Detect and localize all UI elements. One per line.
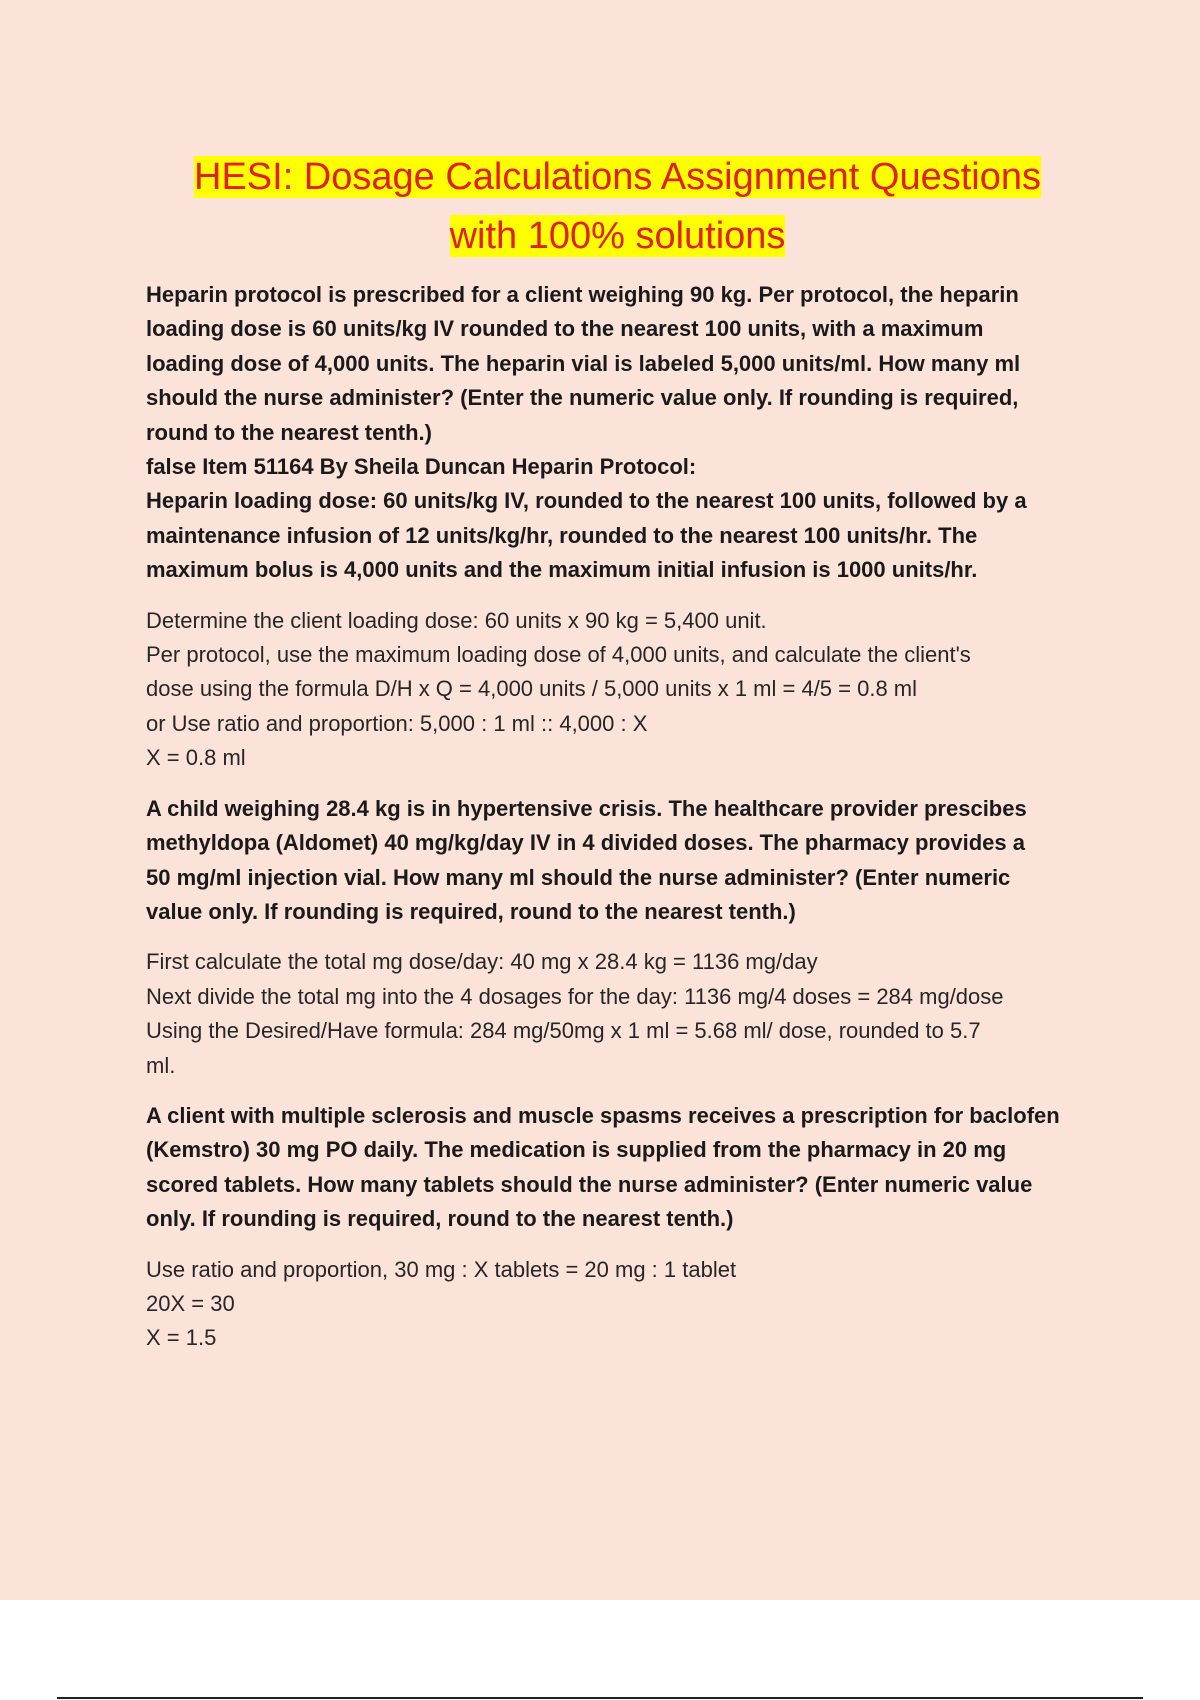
question-line: loading dose is 60 units/kg IV rounded to the nearest 100 units, with a maximum [146, 316, 984, 342]
answer-line: First calculate the total mg dose/day: 40 mg x 28.4 kg = 1136 mg/day [146, 949, 818, 975]
title-line-2: with 100% solutions [449, 215, 786, 257]
answer-line: 20X = 30 [146, 1290, 235, 1316]
question-line: Heparin loading dose: 60 units/kg IV, rounded to the nearest 100 units, followed by a [146, 488, 1027, 514]
title-line-1: HESI: Dosage Calculations Assignment Questions [194, 156, 1041, 198]
question-paragraph [146, 792, 1096, 930]
answer-line: or Use ratio and proportion: 5,000 : 1 ml :: 4,000 : X [146, 710, 648, 736]
question-line: round to the nearest tenth.) [146, 419, 432, 445]
question-line: 50 mg/ml injection vial. How many ml should the nurse administer? (Enter numeric [146, 864, 1011, 890]
answer-paragraph [146, 604, 1096, 776]
question-line: maximum bolus is 4,000 units and the maximum initial infusion is 1000 units/hr. [146, 557, 978, 583]
answer-line: Using the Desired/Have formula: 284 mg/50mg x 1 ml = 5.68 ml/ dose, rounded to 5.7 [146, 1018, 981, 1044]
question-paragraph [146, 1099, 1096, 1237]
question-line: scored tablets. How many tablets should the nurse administer? (Enter numeric value [146, 1171, 1033, 1197]
question-line: A client with multiple sclerosis and muscle spasms receives a prescription for baclofen [146, 1102, 1060, 1128]
document-title [0, 148, 1200, 266]
answer-line: X = 0.8 ml [146, 745, 246, 771]
answer-line: Use ratio and proportion, 30 mg : X tablets = 20 mg : 1 tablet [146, 1256, 737, 1282]
page-footer-rule [57, 1697, 1143, 1699]
question-line: (Kemstro) 30 mg PO daily. The medication is supplied from the pharmacy in 20 mg [146, 1137, 1007, 1163]
answer-line: Determine the client loading dose: 60 units x 90 kg = 5,400 unit. [146, 607, 767, 633]
answer-line: dose using the formula D/H x Q = 4,000 units / 5,000 units x 1 ml = 4/5 = 0.8 ml [146, 676, 918, 702]
answer-line: X = 1.5 [146, 1325, 217, 1351]
question-line: false Item 51164 By Sheila Duncan Heparin Protocol: [146, 454, 697, 480]
question-line: only. If rounding is required, round to the nearest tenth.) [146, 1206, 734, 1232]
question-line: loading dose of 4,000 units. The heparin vial is labeled 5,000 units/ml. How many ml [146, 350, 1021, 376]
answer-line: ml. [146, 1052, 176, 1078]
document-body [146, 278, 1096, 1372]
question-line: A child weighing 28.4 kg is in hypertensive crisis. The healthcare provider prescibes [146, 795, 1027, 821]
question-line: methyldopa (Aldomet) 40 mg/kg/day IV in 4 divided doses. The pharmacy provides a [146, 830, 1026, 856]
answer-line: Next divide the total mg into the 4 dosages for the day: 1136 mg/4 doses = 284 mg/dose [146, 983, 1004, 1009]
answer-line: Per protocol, use the maximum loading dose of 4,000 units, and calculate the client's [146, 642, 971, 668]
question-line: maintenance infusion of 12 units/kg/hr, rounded to the nearest 100 units/hr. The [146, 522, 978, 548]
answer-paragraph [146, 945, 1096, 1083]
question-line: value only. If rounding is required, round to the nearest tenth.) [146, 898, 796, 924]
question-line: Heparin protocol is prescribed for a client weighing 90 kg. Per protocol, the heparin [146, 282, 1019, 307]
answer-paragraph [146, 1253, 1096, 1356]
question-paragraph [146, 278, 1096, 588]
question-line: should the nurse administer? (Enter the numeric value only. If rounding is required, [146, 385, 1019, 411]
